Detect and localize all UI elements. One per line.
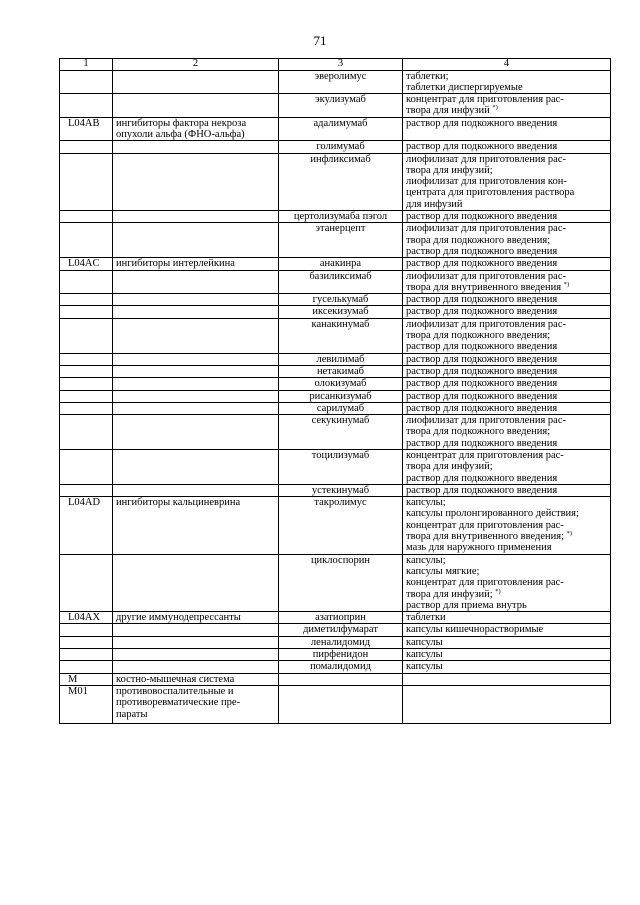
group-name-cell: ингибиторы интерлейкина [113, 258, 279, 270]
group-name-cell [113, 318, 279, 353]
group-name-cell [113, 649, 279, 661]
dosage-form-line: лиофилизат для приготовления рас- [406, 318, 567, 330]
atc-code-cell [60, 270, 113, 294]
dosage-form-line: раствор для подкожного введения [406, 306, 558, 318]
group-name-cell [113, 624, 279, 636]
dosage-form-line: таблетки; [406, 70, 449, 82]
drug-name-cell: эверолимус [279, 70, 403, 94]
drug-name-cell: циклоспорин [279, 554, 403, 611]
atc-code-cell [60, 378, 113, 390]
table-row [60, 484, 611, 496]
footnote-marker: *) [495, 587, 501, 595]
drug-name-cell: гуселькумаб [279, 294, 403, 306]
table-row [60, 153, 611, 210]
dosage-form-line: твора для инфузий; [406, 164, 493, 176]
drug-name-cell: иксекизумаб [279, 306, 403, 318]
dosage-form-line: раствор для подкожного введения [406, 402, 558, 414]
page-number: 71 [313, 33, 327, 48]
drug-name-cell: олокизумаб [279, 378, 403, 390]
dosage-forms-cell [403, 390, 611, 402]
table-row [60, 270, 611, 294]
table-row [60, 211, 611, 223]
drug-name-cell: цертолизумаба пэгол [279, 211, 403, 223]
dosage-forms-cell [403, 649, 611, 661]
atc-code-cell [60, 484, 113, 496]
dosage-forms-cell [403, 497, 611, 554]
group-name-line: противовоспалительные и [116, 685, 234, 697]
atc-code-cell [60, 365, 113, 377]
dosage-form-line: таблетки [406, 612, 446, 624]
group-name-cell [113, 141, 279, 153]
atc-code-cell: L04AD [60, 497, 113, 554]
dosage-form-line: лиофилизат для приготовления рас- [406, 415, 567, 427]
atc-code-cell [60, 624, 113, 636]
dosage-form-line: раствор для приема внутрь [406, 599, 527, 611]
group-name-line: противоревматические пре- [116, 697, 241, 709]
dosage-forms-cell [403, 450, 611, 485]
dosage-form-line: лиофилизат для приготовления рас- [406, 270, 567, 282]
dosage-form-line: твора для инфузий; [406, 461, 493, 473]
dosage-form-line: раствор для подкожного введения [406, 353, 558, 365]
table-row [60, 415, 611, 450]
table-row [60, 450, 611, 485]
dosage-forms-cell [403, 673, 611, 685]
dosage-forms-cell [403, 661, 611, 673]
dosage-form-line: капсулы; [406, 554, 446, 566]
dosage-forms-cell [403, 318, 611, 353]
table-row [60, 94, 611, 118]
table-row [60, 318, 611, 353]
table-row [60, 554, 611, 611]
dosage-forms-cell [403, 294, 611, 306]
dosage-forms-cell [403, 378, 611, 390]
table-row [60, 70, 611, 94]
drug-name-cell: помалидомид [279, 661, 403, 673]
group-name-line: ингибиторы фактора некроза [116, 117, 247, 129]
dosage-form-line: таблетки диспергируемые [406, 81, 523, 93]
dosage-form-line: лиофилизат для приготовления рас- [406, 153, 567, 165]
table-row [60, 636, 611, 648]
drug-name-cell [279, 673, 403, 685]
drug-name-cell: базиликсимаб [279, 270, 403, 294]
dosage-forms-cell [403, 554, 611, 611]
dosage-form-line: раствор для подкожного введения [406, 365, 558, 377]
table-row [60, 661, 611, 673]
dosage-form-line: капсулы мягкие; [406, 565, 480, 577]
table-body [60, 70, 611, 723]
drug-name-cell: анакинра [279, 258, 403, 270]
dosage-form-line: раствор для подкожного введения [406, 117, 558, 129]
dosage-form-line: раствор для подкожного введения [406, 472, 558, 484]
table-row [60, 673, 611, 685]
group-name-cell [113, 415, 279, 450]
drug-name-cell: рисанкизумаб [279, 390, 403, 402]
table-row [60, 402, 611, 414]
table-row [60, 294, 611, 306]
atc-code-cell [60, 306, 113, 318]
atc-code-cell [60, 554, 113, 611]
dosage-form-line: раствор для подкожного введения [406, 378, 558, 390]
atc-code-cell [60, 636, 113, 648]
dosage-form-line: раствор для подкожного введения [406, 141, 558, 153]
dosage-form-line: твора для внутривенного введения; *) [406, 530, 573, 543]
table-row [60, 497, 611, 554]
drug-name-cell: голимумаб [279, 141, 403, 153]
dosage-form-line: капсулы [406, 649, 443, 661]
dosage-form-line: твора для подкожного введения; [406, 426, 551, 438]
dosage-form-line: капсулы [406, 636, 443, 648]
dosage-forms-cell [403, 484, 611, 496]
atc-code-cell: L04AX [60, 612, 113, 624]
drug-name-cell: диметилфумарат [279, 624, 403, 636]
drug-name-cell: устекинумаб [279, 484, 403, 496]
dosage-form-line: мазь для наружного применения [406, 542, 552, 554]
atc-code-cell [60, 402, 113, 414]
drug-name-cell: нетакимаб [279, 365, 403, 377]
table-row [60, 258, 611, 270]
drug-name-cell: левилимаб [279, 353, 403, 365]
table-header-row [60, 59, 611, 71]
group-name-cell [113, 661, 279, 673]
dosage-form-line: раствор для подкожного введения [406, 258, 558, 270]
group-name-cell [113, 306, 279, 318]
group-name-cell [113, 223, 279, 258]
dosage-form-line: раствор для подкожного введения [406, 484, 558, 496]
drug-name-cell [279, 685, 403, 723]
dosage-forms-cell [403, 624, 611, 636]
dosage-form-line: капсулы [406, 661, 443, 673]
group-name-line: опухоли альфа (ФНО-альфа) [116, 128, 245, 140]
table-row [60, 353, 611, 365]
dosage-forms-cell [403, 70, 611, 94]
atc-code-cell [60, 70, 113, 94]
drug-name-cell: пирфенидон [279, 649, 403, 661]
atc-code-cell [60, 390, 113, 402]
group-name-cell [113, 211, 279, 223]
drug-name-cell: этанерцепт [279, 223, 403, 258]
drug-name-cell: канакинумаб [279, 318, 403, 353]
footnote-marker: *) [492, 104, 498, 112]
atc-code-cell [60, 661, 113, 673]
dosage-forms-cell [403, 94, 611, 118]
atc-code-cell [60, 223, 113, 258]
group-name-cell [113, 554, 279, 611]
dosage-forms-cell [403, 117, 611, 141]
group-name-cell [113, 365, 279, 377]
atc-code-cell [60, 211, 113, 223]
atc-code-cell: L04AC [60, 258, 113, 270]
dosage-forms-cell [403, 306, 611, 318]
drug-name-cell: адалимумаб [279, 117, 403, 141]
drug-name-cell: сарилумаб [279, 402, 403, 414]
atc-code-cell [60, 450, 113, 485]
dosage-forms-cell [403, 353, 611, 365]
dosage-forms-cell [403, 270, 611, 294]
table-row [60, 685, 611, 723]
dosage-forms-cell [403, 141, 611, 153]
dosage-forms-cell [403, 211, 611, 223]
atc-code-cell [60, 294, 113, 306]
dosage-forms-cell [403, 612, 611, 624]
dosage-forms-cell [403, 685, 611, 723]
atc-code-cell: M [60, 673, 113, 685]
dosage-forms-cell [403, 415, 611, 450]
dosage-form-line: раствор для подкожного введения [406, 437, 558, 449]
drug-name-cell: тоцилизумаб [279, 450, 403, 485]
dosage-form-line: твора для подкожного введения; [406, 234, 551, 246]
drug-name-cell: экулизумаб [279, 94, 403, 118]
drug-name-cell: такролимус [279, 497, 403, 554]
group-name-cell [113, 94, 279, 118]
table-row [60, 624, 611, 636]
table-row [60, 378, 611, 390]
dosage-form-line: твора для инфузий *) [406, 104, 498, 117]
column-header-4: 4 [403, 59, 611, 71]
dosage-form-line: твора для подкожного введения; [406, 330, 551, 342]
dosage-forms-cell [403, 153, 611, 210]
drug-table [59, 58, 611, 724]
atc-code-cell [60, 353, 113, 365]
group-name-cell [113, 270, 279, 294]
group-name-cell [113, 390, 279, 402]
dosage-form-line: лиофилизат для приготовления кон- [406, 176, 567, 188]
dosage-form-line: капсулы пролонгированного действия; [406, 508, 579, 520]
column-header-2: 2 [113, 59, 279, 71]
atc-code-cell [60, 94, 113, 118]
dosage-form-line: раствор для подкожного введения [406, 245, 558, 257]
footnote-marker: *) [566, 530, 573, 538]
table-row [60, 390, 611, 402]
dosage-form-line: раствор для подкожного введения [406, 390, 558, 402]
table-row [60, 117, 611, 141]
group-name-cell [113, 294, 279, 306]
dosage-forms-cell [403, 365, 611, 377]
dosage-form-line: раствор для подкожного введения [406, 341, 558, 353]
atc-code-cell [60, 141, 113, 153]
dosage-form-line: концентрат для приготовления рас- [406, 577, 564, 589]
table-row [60, 612, 611, 624]
drug-name-cell: инфликсимаб [279, 153, 403, 210]
atc-code-cell [60, 153, 113, 210]
dosage-form-line: капсулы кишечнорастворимые [406, 624, 544, 636]
dosage-forms-cell [403, 402, 611, 414]
dosage-form-line: капсулы; [406, 497, 446, 509]
table-row [60, 365, 611, 377]
dosage-form-line: раствор для подкожного введения [406, 294, 558, 306]
group-name-cell [113, 378, 279, 390]
footnote-marker: *) [563, 280, 570, 288]
group-name-cell [113, 450, 279, 485]
column-header-1: 1 [60, 59, 113, 71]
drug-name-cell: азатиоприн [279, 612, 403, 624]
group-name-cell [113, 636, 279, 648]
dosage-forms-cell [403, 636, 611, 648]
group-name-cell: ингибиторы кальциневрина [113, 497, 279, 554]
group-name-cell [113, 353, 279, 365]
dosage-forms-cell [403, 258, 611, 270]
table-row [60, 223, 611, 258]
table-row [60, 141, 611, 153]
group-name-cell [113, 70, 279, 94]
atc-code-cell [60, 415, 113, 450]
column-header-3: 3 [279, 59, 403, 71]
atc-code-cell [60, 649, 113, 661]
group-name-cell [113, 685, 279, 723]
drug-name-cell: секукинумаб [279, 415, 403, 450]
dosage-form-line: раствор для подкожного введения [406, 211, 558, 223]
dosage-form-line: концентрат для приготовления рас- [406, 519, 564, 531]
atc-code-cell: L04AB [60, 117, 113, 141]
group-name-cell [113, 153, 279, 210]
group-name-cell: другие иммунодепрессанты [113, 612, 279, 624]
dosage-form-line: твора для инфузий; *) [406, 587, 501, 600]
dosage-form-line: центрата для приготовления раствора [406, 187, 575, 199]
group-name-cell [113, 402, 279, 414]
group-name-cell: костно-мышечная система [113, 673, 279, 685]
dosage-form-line: твора для внутривенного введения *) [406, 280, 570, 293]
dosage-forms-cell [403, 223, 611, 258]
table-row [60, 649, 611, 661]
group-name-cell [113, 117, 279, 141]
dosage-form-line: концентрат для приготовления рас- [406, 450, 564, 461]
table-row [60, 306, 611, 318]
dosage-form-line: для инфузий [406, 198, 463, 210]
group-name-line: параты [116, 708, 148, 720]
dosage-form-line: лиофилизат для приготовления рас- [406, 223, 567, 235]
atc-code-cell [60, 318, 113, 353]
atc-code-cell: M01 [60, 685, 113, 723]
dosage-form-line: концентрат для приготовления рас- [406, 94, 564, 106]
group-name-cell [113, 484, 279, 496]
drug-name-cell: леналидомид [279, 636, 403, 648]
